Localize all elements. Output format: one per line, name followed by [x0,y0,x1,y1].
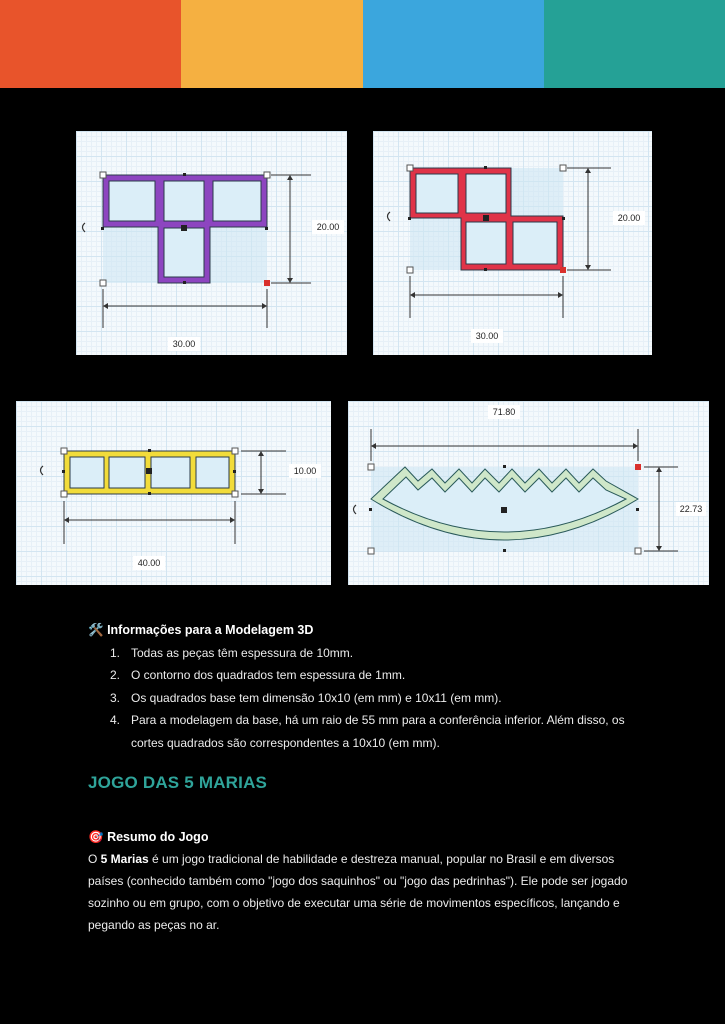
z-shape-height-label: 20.00 [617,213,641,223]
stripe-teal [544,0,725,88]
modeling-info-title: Informações para a Modelagem 3D [107,623,314,637]
figure-base-shape [348,401,709,585]
figure-t-shape [76,131,347,355]
t-shape-width-label: 30.00 [172,339,196,349]
t-shape-height-label: 20.00 [316,222,340,232]
tools-icon: 🛠️ [88,623,104,637]
line-shape-height-label: 10.00 [293,466,317,476]
color-stripes [0,0,725,88]
section-title: JOGO DAS 5 MARIAS [88,773,268,792]
list-item: 2. O contorno dos quadrados tem espessura de 1mm. [110,668,406,682]
game-summary [88,826,648,936]
figure-z-shape [373,131,652,355]
modeling-info-heading [88,619,648,642]
list-item: 4. Para a modelagem da base, há um raio de 55 mm para a conferência inferior. Além disso, os cortes quadrados são correspondentes a 10x10 (em mm). [110,713,625,750]
stripe-orange [0,0,181,88]
base-shape-height-label: 22.73 [679,504,703,514]
stripe-blue [363,0,544,88]
game-name: 5 Marias [100,852,149,866]
modeling-info [88,619,648,754]
figure-line-shape [16,401,331,585]
list-item: 1. Todas as peças têm espessura de 10mm. [110,645,354,660]
game-summary-heading [88,826,648,848]
game-summary-title: Resumo do Jogo [107,830,209,844]
modeling-info-list [88,642,648,755]
line-shape-width-label: 40.00 [137,558,161,568]
base-shape-width-label: 71.80 [492,407,516,417]
list-item: 3. Os quadrados base tem dimensão 10x10 (em mm) e 10x11 (em mm). [110,690,502,705]
stripe-yellow [181,0,362,88]
z-shape-width-label: 30.00 [475,331,499,341]
target-icon: 🎯 [88,830,104,844]
game-summary-text: O 5 Marias é um jogo tradicional de habilidade e destreza manual, popular no Brasil e em diversos países (conhecido também como "jogo dos saquinhos" ou "jogo das pedrinhas"). Ele pode ser jogado sozinho ou em grupo, com o objetivo de executar uma série de movimentos específicos, lançando e pegando as peças no ar. [88,852,628,932]
